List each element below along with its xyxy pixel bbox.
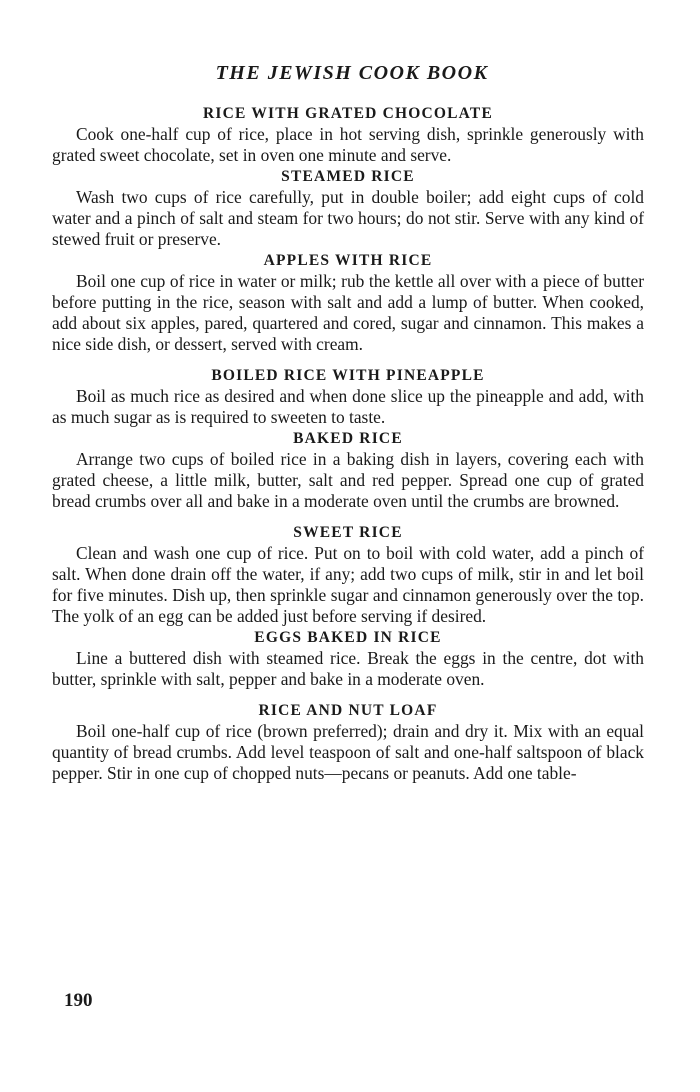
recipe-text: Boil one cup of rice in water or milk; rub the kettle all over with a piece of butter before putting in the rice, season with salt and add a lump of butter. When cooked, add about six apples, pared, quartered and cored, sugar and cinnamon. This makes a nice side dish, or dessert, served with cream.	[52, 271, 644, 354]
recipe-text: Boil as much rice as desired and when done slice up the pineapple and add, with as much sugar as is required to sweeten to taste.	[52, 386, 644, 427]
running-head: THE JEWISH COOK BOOK	[215, 62, 489, 84]
recipe-eggs-baked-in-rice	[52, 627, 644, 690]
recipe-sweet-rice	[52, 522, 644, 627]
book-page	[52, 62, 644, 784]
recipe-title: EGGS BAKED IN RICE	[254, 629, 442, 646]
recipe-rice-with-grated-chocolate	[52, 103, 644, 166]
recipe-text: Line a buttered dish with steamed rice. Break the eggs in the centre, dot with butter, sprinkle with salt, pepper and bake in a moderate oven.	[52, 648, 644, 689]
recipe-text: Clean and wash one cup of rice. Put on to boil with cold water, add a pinch of salt. When done drain off the water, if any; add two cups of milk, stir in and let boil for five minutes. Dish up, then sprinkle sugar and cinnamon generously over the top. The yolk of an egg can be added just before serving if desired.	[52, 543, 644, 626]
recipe-apples-with-rice	[52, 250, 644, 355]
page-number: 190	[64, 990, 93, 1011]
recipe-title: BOILED RICE WITH PINEAPPLE	[211, 367, 485, 384]
recipe-title: RICE AND NUT LOAF	[258, 702, 438, 719]
recipe-text: Cook one-half cup of rice, place in hot serving dish, sprinkle generously with grated sweet chocolate, set in oven one minute and serve.	[52, 124, 644, 165]
recipe-title: BAKED RICE	[293, 430, 403, 447]
recipe-text: Arrange two cups of boiled rice in a baking dish in layers, covering each with grated cheese, a little milk, butter, salt and red pepper. Spread one cup of grated bread crumbs over all and bake in a moderate oven until the crumbs are browned.	[52, 449, 644, 511]
recipe-text: Wash two cups of rice carefully, put in double boiler; add eight cups of cold water and a pinch of salt and steam for two hours; do not stir. Serve with any kind of stewed fruit or preserve.	[52, 187, 644, 249]
recipe-title: RICE WITH GRATED CHOCOLATE	[202, 105, 493, 122]
recipe-rice-and-nut-loaf	[52, 700, 644, 784]
recipe-title: SWEET RICE	[293, 524, 403, 541]
recipe-title: STEAMED RICE	[281, 168, 415, 185]
recipe-text: Boil one-half cup of rice (brown preferred); drain and dry it. Mix with an equal quantity of bread crumbs. Add level teaspoon of salt and one-half saltspoon of black pepper. Stir in one cup of chopped nuts—pecans or peanuts. Add one table-	[52, 721, 644, 783]
recipe-title: APPLES WITH RICE	[263, 252, 433, 269]
recipe-steamed-rice	[52, 166, 644, 250]
recipe-baked-rice	[52, 428, 644, 512]
recipe-boiled-rice-with-pineapple	[52, 365, 644, 428]
